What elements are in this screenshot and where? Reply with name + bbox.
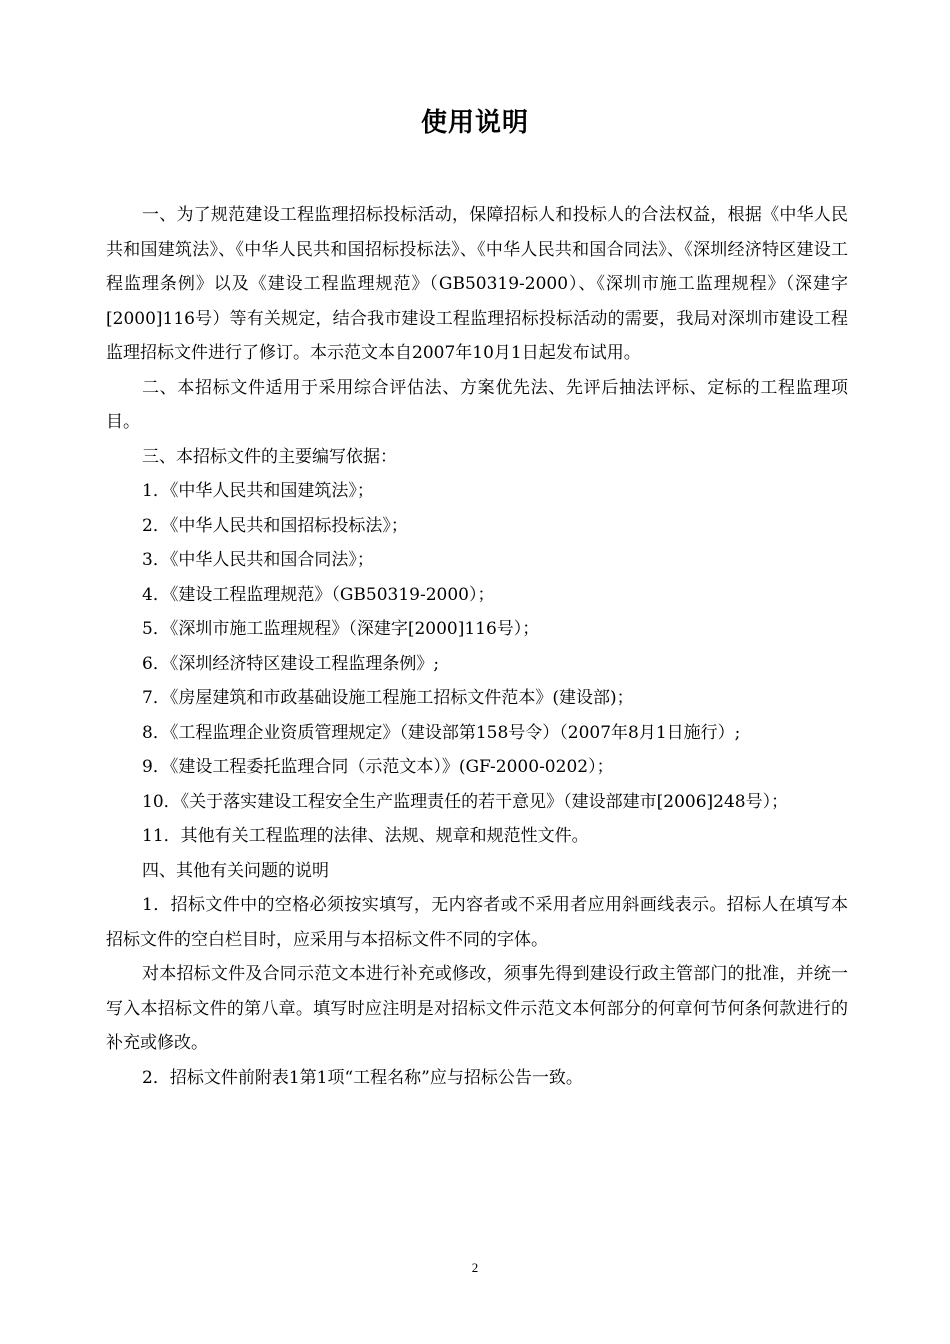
paragraph-4: 四、其他有关问题的说明 [142,860,329,881]
paragraph-1: 一、为了规范建设工程监理招标投标活动，保障招标人和投标人的合法权益，根据《中华人民共和国建筑法》、《中华人民共和国招标投标法》、《中华人民共和国合同法》、《深圳经济特区建设工程监理条例》以及《建设工程监理规范》（GB50319-2000）、《深圳市施工监理规程》（深建字[2000]116号）等有关规定，结合我市建设工程监理招标投标活动的需要，我局对深圳市建设工程监理招标文件进行了修订。本示范文本自2007年10月1日起发布试用。 [106,205,848,363]
page-number: 2 [471,1260,479,1275]
paragraph-6: 对本招标文件及合同示范文本进行补充或修改，须事先得到建设行政主管部门的批准，并统一写入本招标文件的第八章。填写时应注明是对招标文件示范文本何部分的何章何节何条何款进行的补充或修改。 [106,964,848,1053]
list-item-7: 7．《房屋建筑和市政基础设施工程施工招标文件范本》(建设部)； [142,688,634,708]
list-item-6: 6．《深圳经济特区建设工程监理条例》; [142,653,440,674]
list-item-8: 8．《工程监理企业资质管理规定》（建设部第158号令）（2007年8月1日施行）; [142,722,741,743]
paragraph-3: 三、本招标文件的主要编写依据： [142,446,397,467]
list-item-1: 1．《中华人民共和国建筑法》； [142,481,374,501]
paragraph-2: 二、本招标文件适用于采用综合评估法、方案优先法、先评后抽法评标、定标的工程监理项目。 [106,377,848,432]
paragraph-5: 1．招标文件中的空格必须按实填写，无内容者或不采用者应用斜画线表示。招标人在填写本招标文件的空白栏目时，应采用与本招标文件不同的字体。 [106,895,848,950]
list-item-5: 5．《深圳市施工监理规程》（深建字[2000]116号）； [142,619,540,639]
list-item-9: 9．《建设工程委托监理合同（示范文本）》(GF-2000-0202）； [142,757,614,777]
list-item-2: 2．《中华人民共和国招标投标法》； [142,515,408,536]
list-item-3: 3．《中华人民共和国合同法》； [142,550,374,570]
list-item-11: 11．其他有关工程监理的法律、法规、规章和规范性文件。 [142,826,589,846]
page-title: 使用说明 [420,108,529,138]
paragraph-7: 2．招标文件前附表1第1项“工程名称”应与招标公告一致。 [142,1067,583,1088]
document-body [106,198,848,1095]
list-item-10: 10．《关于落实建设工程安全生产监理责任的若干意见》（建设部建市[2006]248号）； [142,791,789,812]
list-item-4: 4．《建设工程监理规范》（GB50319-2000）； [142,584,495,605]
